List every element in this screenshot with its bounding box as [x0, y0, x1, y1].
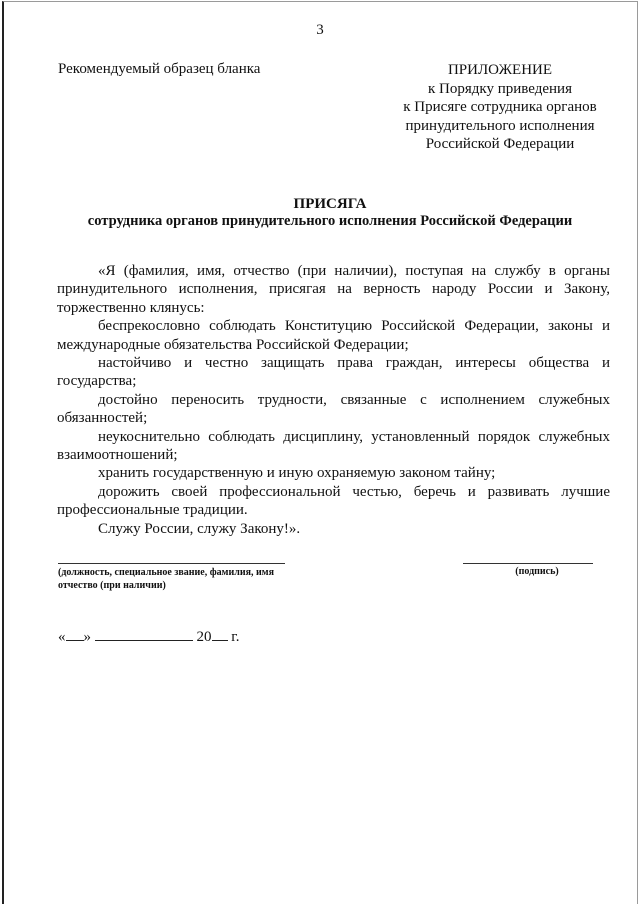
- name-signature-line: [58, 563, 285, 564]
- name-caption-line: отчество (при наличии): [58, 580, 166, 591]
- signature-caption: (подпись): [515, 566, 559, 577]
- page-number: 3: [316, 22, 324, 38]
- appendix-line: Российской Федерации: [425, 136, 575, 152]
- oath-paragraph: Служу России, служу Закону!».: [98, 520, 301, 537]
- appendix-line: принудительного исполнения: [405, 117, 595, 134]
- date-open-quote: «: [58, 629, 66, 645]
- date-close-quote: »: [83, 629, 91, 645]
- year-prefix: 20: [196, 629, 212, 645]
- name-caption-line: (должность, специальное звание, фамилия, имя: [58, 567, 275, 578]
- month-blank: [95, 628, 193, 641]
- oath-title: ПРИСЯГА: [293, 196, 367, 212]
- appendix-title: ПРИЛОЖЕНИЕ: [447, 62, 553, 78]
- form-note: Рекомендуемый образец бланка: [58, 61, 261, 77]
- appendix-line: к Порядку приведения: [428, 80, 572, 97]
- oath-text: [57, 262, 610, 538]
- oath-paragraph: неукоснительно соблюдать дисциплину, установленный порядок служебных взаимоотношений;: [57, 428, 610, 464]
- year-suffix: г.: [231, 629, 240, 645]
- appendix-line: к Присяге сотрудника органов: [403, 99, 597, 115]
- date-field: [58, 628, 239, 646]
- oath-subtitle: сотрудника органов принудительного исполнения Российской Федерации: [87, 213, 573, 229]
- name-caption: [58, 566, 318, 592]
- year-blank: [212, 628, 228, 641]
- oath-paragraph: дорожить своей профессиональной честью, беречь и развивать лучшие профессиональные традиции.: [57, 483, 610, 519]
- oath-paragraph: настойчиво и честно защищать права граждан, интересы общества и государства;: [57, 355, 610, 390]
- oath-paragraph: «Я (фамилия, имя, отчество (при наличии), поступая на службу в органы принудительного исполнения, присягая на верность народу России и Закону, торжественно клянусь:: [57, 263, 610, 316]
- oath-paragraph: достойно переносить трудности, связанные с исполнением служебных обязанностей;: [57, 391, 610, 427]
- oath-paragraph: хранить государственную и иную охраняемую законом тайну;: [98, 465, 496, 482]
- day-blank: [66, 628, 84, 641]
- appendix-header: [395, 61, 605, 154]
- signature-line: [463, 563, 593, 564]
- oath-paragraph: беспрекословно соблюдать Конституцию Российской Федерации, законы и международные обязательства Российской Федерации;: [57, 318, 610, 353]
